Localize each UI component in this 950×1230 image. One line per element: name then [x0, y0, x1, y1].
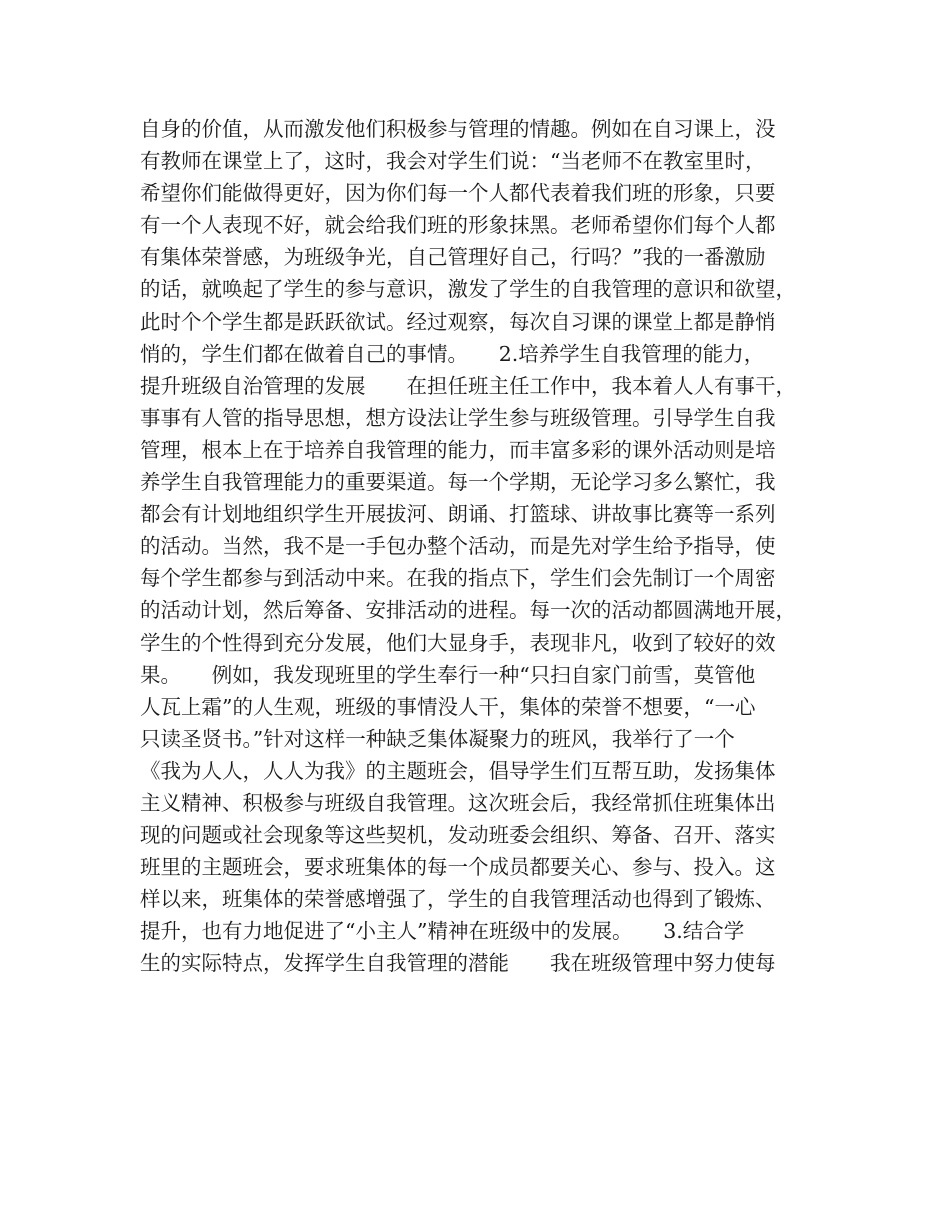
text-line: 《我为人人，人人为我》的主题班会，倡导学生们互帮互助，发扬集体 — [140, 758, 776, 783]
text-line: 样以来，班集体的荣誉感增强了，学生的自我管理活动也得到了锻炼、 — [140, 887, 776, 912]
text-line: 有教师在课堂上了，这时，我会对学生们说：“当老师不在教室里时， — [140, 149, 766, 174]
text-line: 主义精神、积极参与班级自我管理。这次班会后，我经常抓住班集体出 — [140, 790, 776, 815]
text-line: 人瓦上霜”的人生观，班级的事情没人干，集体的荣誉不想要，“一心 — [140, 694, 756, 719]
text-line: 的活动计划，然后筹备、安排活动的进程。每一次的活动都圆满地开展， — [140, 598, 796, 623]
text-line: 生的实际特点，发挥学生自我管理的潜能 我在班级管理中努力使每 — [140, 951, 776, 976]
text-line: 提升班级自治管理的发展 在担任班主任工作中，我本着人人有事干， — [140, 373, 796, 398]
text-line: 自身的价值，从而激发他们积极参与管理的情趣。例如在自习课上，没 — [140, 117, 776, 141]
text-line: 每个学生都参与到活动中来。在我的指点下，学生们会先制订一个周密 — [140, 566, 776, 591]
text-line: 班里的主题班会，要求班集体的每一个成员都要关心、参与、投入。这 — [140, 855, 776, 880]
text-line: 提升，也有力地促进了“小主人”精神在班级中的发展。 3.结合学 — [140, 919, 745, 944]
body-text — [140, 113, 830, 980]
text-line: 现的问题或社会现象等这些契机，发动班委会组织、筹备、召开、落实 — [140, 823, 776, 848]
text-line: 有一个人表现不好，就会给我们班的形象抹黑。老师希望你们每个人都 — [140, 213, 776, 238]
text-line: 此时个个学生都是跃跃欲试。经过观察，每次自习课的课堂上都是静悄 — [140, 309, 776, 334]
text-line: 的话，就唤起了学生的参与意识，激发了学生的自我管理的意识和欲望， — [140, 277, 796, 302]
text-line: 事事有人管的指导思想，想方设法让学生参与班级管理。引导学生自我 — [140, 405, 776, 430]
text-line: 果。 例如，我发现班里的学生奉行一种“只扫自家门前雪，莫管他 — [140, 662, 756, 687]
text-line: 管理，根本上在于培养自我管理的能力，而丰富多彩的课外活动则是培 — [140, 437, 776, 462]
text-line: 的活动。当然，我不是一手包办整个活动，而是先对学生给予指导，使 — [140, 534, 776, 559]
text-line: 养学生自我管理能力的重要渠道。每一个学期，无论学习多么繁忙，我 — [140, 470, 776, 495]
text-line: 学生的个性得到充分发展，他们大显身手，表现非凡，收到了较好的效 — [140, 630, 776, 655]
text-line: 希望你们能做得更好，因为你们每一个人都代表着我们班的形象，只要 — [140, 181, 776, 206]
text-line: 悄的，学生们都在做着自己的事情。 2.培养学生自我管理的能力， — [140, 341, 765, 366]
text-line: 都会有计划地组织学生开展拔河、朗诵、打篮球、讲故事比赛等一系列 — [140, 502, 776, 527]
text-line: 有集体荣誉感，为班级争光，自己管理好自己，行吗？”我的一番激励 — [140, 245, 766, 270]
text-line: 只读圣贤书。”针对这样一种缺乏集体凝聚力的班风，我举行了一个 — [140, 726, 735, 751]
